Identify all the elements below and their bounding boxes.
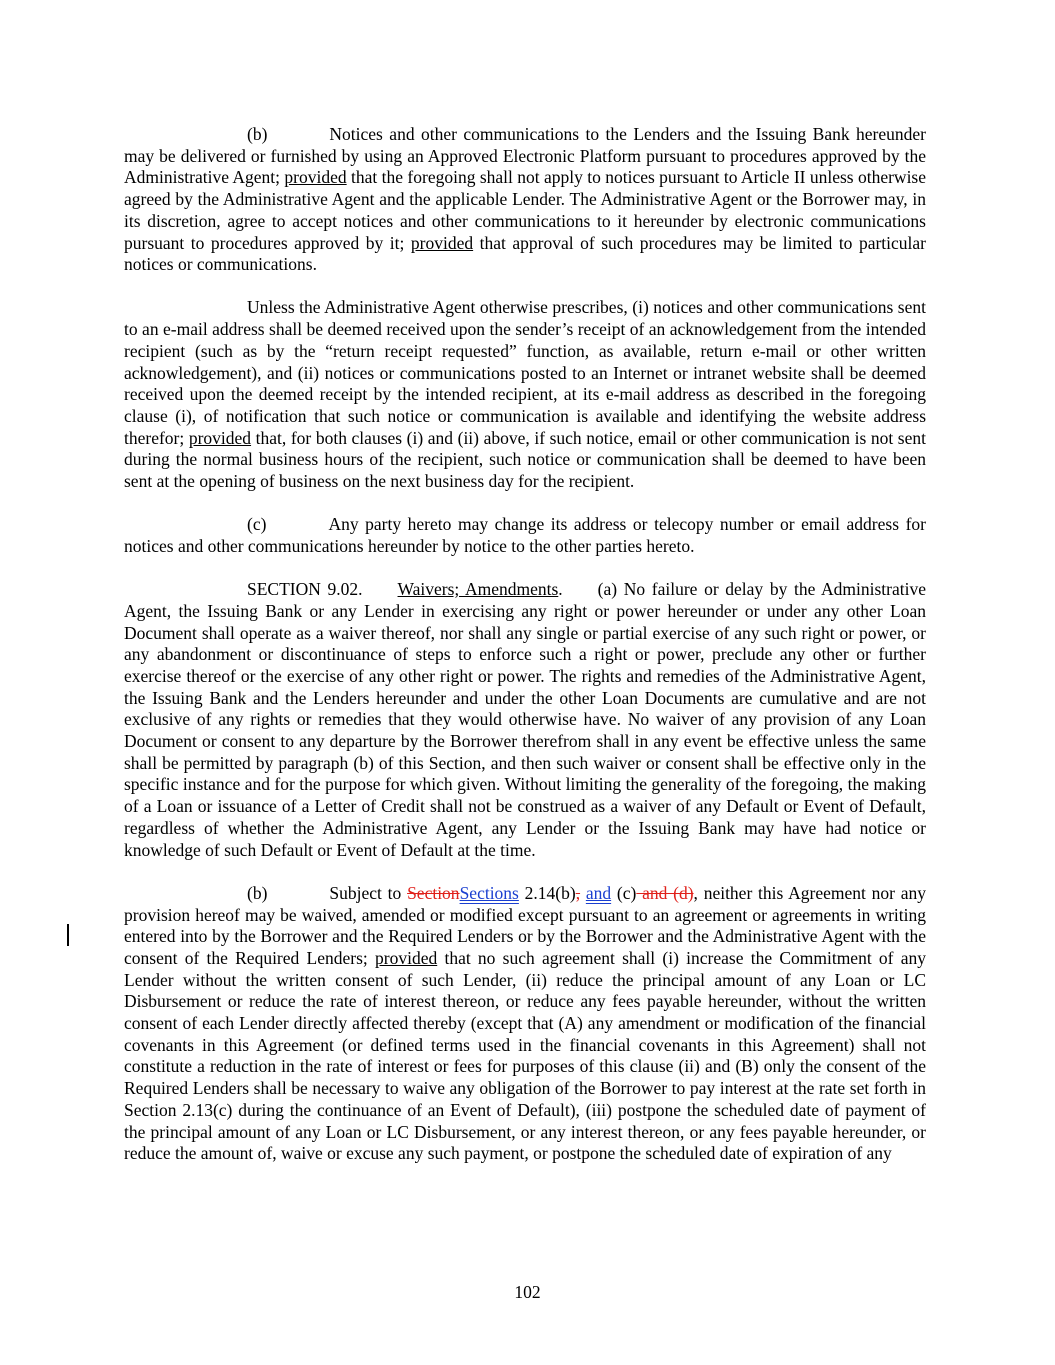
provided-term: provided (284, 167, 347, 188)
paragraph-unless: Unless the Administrative Agent otherwise prescribes, (i) notices and other communications sent to an e-mail address shall be deemed received upon the sender’s receipt of an acknowledgement from the intended recipient (such as by the “return receipt requested” function, as available, return e-mail or other written acknowledgement), and (ii) notices or communications posted to an Internet or intranet website shall be deemed received upon the deemed receipt by the intended recipient, at its e-mail address as described in the foregoing clause (i), of notification that such notice or communication is available and identifying the website address therefor; provided that, for both clauses (i) and (ii) above, if such notice, email or other communication is not sent during the normal business hours of the recipient, such notice or communication shall be deemed to have been sent at the opening of business on the next business day for the recipient. (124, 297, 927, 492)
paragraph-b-subject: (b) Subject to SectionSections 2.14(b), and (c) and (d), neither this Agreement nor any provision hereof may be waived, amended or modified except pursuant to an agreement or agreements in writing entered into by the Borrower and the Required Lenders or by the Borrower and the Administrative Agent with the consent of the Required Lenders; provided that no such agreement shall (i) increase the Commitment of any Lender without the written consent of such Lender, (ii) reduce the principal amount of any Loan or LC Disbursement or reduce the rate of interest thereon, or reduce any fees payable hereunder, without the written consent of each Lender directly affected thereby (except that (A) any amendment or modification of the financial covenants in this Agreement (or defined terms used in the financial covenants in this Agreement) shall not constitute a reduction in the rate of interest or fees for purposes of this clause (ii) and (B) only the consent of the Required Lenders shall be necessary to waive any obligation of the Borrower to pay interest at the rate set forth in Section 2.13(c) during the continuance of an Event of Default), (iii) postpone the scheduled date of payment of the principal amount of any Loan or LC Disbursement, or any interest thereon, or any fees payable hereunder, or reduce the amount of, waive or excuse any such payment, or postpone the scheduled date of expiration of any (124, 882, 927, 1164)
paragraph-label: (c) (247, 514, 267, 535)
provided-term: provided (410, 232, 474, 253)
paragraph-label: (b) (247, 124, 268, 144)
provided-term: provided (375, 947, 438, 968)
section-number: SECTION 9.02. (247, 579, 363, 600)
paragraph-label: (b) (247, 882, 268, 903)
page-number: 102 (514, 1282, 541, 1302)
revision-change-bar (67, 924, 69, 946)
deleted-text: , (575, 882, 581, 903)
section-heading: Waivers; Amendments (397, 579, 559, 600)
paragraph-c: (c) Any party hereto may change its address or telecopy number or email address for notices and other communications hereunder by notice to the other parties hereto. (124, 514, 926, 556)
provided-term: provided (188, 427, 252, 448)
section-9-02: SECTION 9.02. Waivers; Amendments. (a) No failure or delay by the Administrative Agent, the Issuing Bank or any Lender in exercising any right or power hereunder or under any other Loan Document shall operate as a waiver thereof, nor shall any single or partial exercise of any such right or power, or any abandonment or discontinuance of steps to enforce such a right or power, preclude any other or further exercise thereof or the exercise of any other right or power. The rights and remedies of the Administrative Agent, the Issuing Bank and the Lenders hereunder and under the other Loan Documents are cumulative and are not exclusive of any rights or remedies that they would otherwise have. No waiver of any provision of any Loan Document or consent to any departure by the Borrower therefrom shall in any event be effective unless the same shall be permitted by paragraph (b) of this Section, and then such waiver or consent shall be effective only in the specific instance and for the purpose for which given. Without limiting the generality of the foregoing, the making of a Loan or issuance of a Letter of Credit shall not be construed as a waiver of any Default or Event of Default, regardless of whether the Administrative Agent, any Lender or the Issuing Bank may have had notice or knowledge of such Default or Event of Default at the time. (124, 579, 926, 860)
deleted-text: Section (407, 882, 460, 903)
inserted-text: Sections (459, 882, 519, 903)
paragraph-b-notices: (b) Notices and other communications to the Lenders and the Issuing Bank hereunder may be delivered or furnished by using an Approved Electronic Platform pursuant to procedures approved by the Administrative Agent; provided that the foregoing shall not apply to notices pursuant to Article II unless otherwise agreed by the Administrative Agent and the applicable Lender. The Administrative Agent or the Borrower may, in its discretion, agree to accept notices and other communications to it hereunder by electronic communications pursuant to procedures approved by it; provided that approval of such procedures may be limited to particular notices or communications. (124, 124, 927, 275)
deleted-text: and (d) (636, 882, 694, 903)
inserted-text: and (585, 882, 612, 903)
document-body (124, 124, 926, 1165)
